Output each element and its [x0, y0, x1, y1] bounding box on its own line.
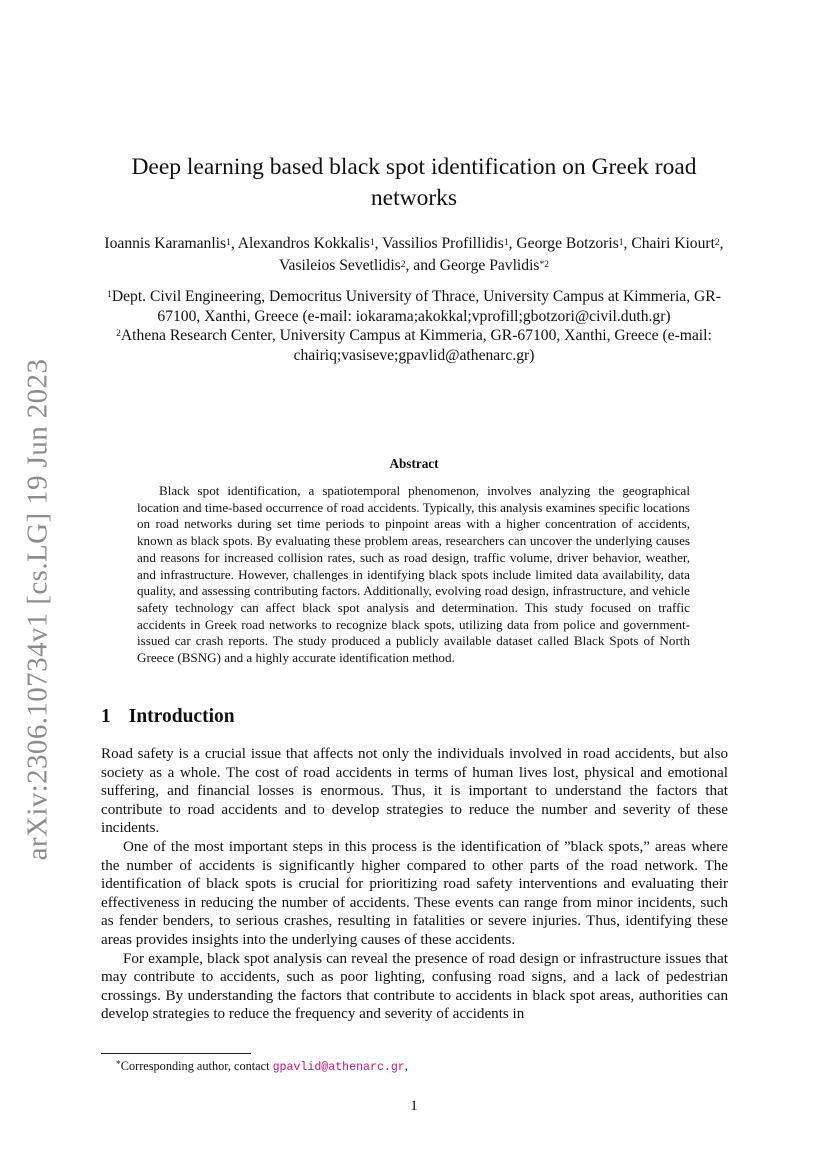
abstract-heading: Abstract: [389, 456, 439, 471]
author-name: Vassilios Profillidis: [382, 235, 504, 252]
author-separator: ,: [374, 235, 383, 252]
affiliation-1: [100, 287, 728, 326]
author-separator: , and: [405, 257, 440, 274]
author-affiliation-mark: 2: [714, 238, 720, 248]
arxiv-side-stamp: [16, 358, 60, 860]
footnote-text: Corresponding author, contact: [120, 1059, 273, 1073]
section-number: 1: [101, 706, 111, 727]
affiliation-2-mark: 2: [116, 329, 121, 339]
corresponding-email-link[interactable]: gpavlid@athenarc.gr: [272, 1061, 405, 1074]
footnote-rule: [101, 1053, 251, 1054]
author-name: Alexandros Kokkalis: [237, 235, 370, 252]
author-name: Ioannis Karamanlis: [104, 235, 227, 252]
author-affiliation-mark: 1: [618, 238, 624, 248]
author-affiliation-mark: 2: [400, 260, 406, 270]
affiliation-1-text: Dept. Civil Engineering, Democritus University of Thrace, University Campus at Kimmeria, GR-67100, Xanthi, Greece (e-mail: iokarama;akokkal;vprofill;gbotzori@civil.duth.gr): [111, 288, 721, 325]
author-name: Chairi Kiourt: [631, 235, 715, 252]
footnote: [116, 1058, 408, 1076]
author-affiliation-mark: 1: [226, 238, 231, 248]
footnote-trailing: ,: [404, 1059, 408, 1073]
introduction-body: [101, 745, 728, 1024]
affiliation-1-mark: 1: [107, 290, 112, 300]
affiliations: [100, 287, 728, 365]
affiliation-2-text: Athena Research Center, University Campus at Kimmeria, GR-67100, Xanthi, Greece (e-mail: chairiq;vasiseve;gpavlid@athenarc.gr): [120, 327, 712, 364]
author-separator: ,: [230, 235, 238, 252]
section-title: Introduction: [128, 706, 235, 727]
author-separator: ,: [719, 235, 724, 252]
author-separator: ,: [623, 235, 632, 252]
footnote-mark: *: [116, 1060, 121, 1070]
author-affiliation-mark: 1: [503, 238, 509, 248]
author-name: George Pavlidis: [439, 257, 540, 274]
paragraph-1: Road safety is a crucial issue that affects not only the individuals involved in road accidents, but also society as a whole. The cost of road accidents in terms of human lives lost, physical and emotional suffering, and financial losses is enormous. Thus, it is important to understand the factors that contribute to road accidents and to develop strategies to reduce the number and severity of these incidents.: [101, 746, 728, 837]
section-heading: [101, 706, 235, 728]
paragraph-2: One of the most important steps in this process is the identification of ”black spots,” areas where the number of accidents is significantly higher compared to other parts of the road network. The identification of black spots is crucial for prioritizing road safety interventions and evaluating their effectiveness in reducing the number of accidents. These events can range from minor incidents, such as fender benders, to serious crashes, resulting in fatalities or severe injuries. Thus, identifying these areas provides insights into the underlying causes of these accidents.: [101, 838, 728, 948]
author-affiliation-mark: *2: [539, 260, 549, 270]
page-number: 1: [410, 1098, 418, 1114]
author-name: Vasileios Sevetlidis: [279, 257, 401, 274]
paragraph-3: For example, black spot analysis can reveal the presence of road design or infrastructure issues that may contribute to accidents, such as poor lighting, confusing road signs, and a lack of pedestrian crossings. By understanding the factors that contribute to accidents in black spot areas, authorities can develop strategies to reduce the frequency and severity of accidents in: [101, 950, 728, 1023]
author-name: George Botzoris: [516, 235, 619, 252]
author-affiliation-mark: 1: [369, 238, 375, 248]
arxiv-identifier: arXiv:2306.10734v1 [cs.LG] 19 Jun 2023: [21, 358, 54, 860]
affiliation-2: [100, 326, 728, 365]
abstract-text: Black spot identification, a spatiotemporal phenomenon, involves analyzing the geographical location and time-based occurrence of road accidents. Typically, this analysis examines specific locations on road networks during set time periods to pinpoint areas with a higher concentration of accidents, known as black spots. By evaluating these problem areas, researchers can uncover the underlying causes and reasons for increased collision rates, such as road design, traffic volume, driver behavior, weather, and infrastructure. However, challenges in identifying black spots include limited data availability, data quality, and assessing contributing factors. Additionally, evolving road design, infrastructure, and vehicle safety technology can affect black spot analysis and determination. This study focused on traffic accidents in Greek road networks to recognize black spots, utilizing data from police and government-issued car crash reports. The study produced a publicly available dataset called Black Spots of North Greece (BSNG) and a highly accurate identification method.: [137, 483, 690, 666]
author-separator: ,: [508, 235, 517, 252]
paper-title: Deep learning based black spot identification on Greek road networks: [131, 154, 697, 211]
author-list: [100, 233, 728, 277]
